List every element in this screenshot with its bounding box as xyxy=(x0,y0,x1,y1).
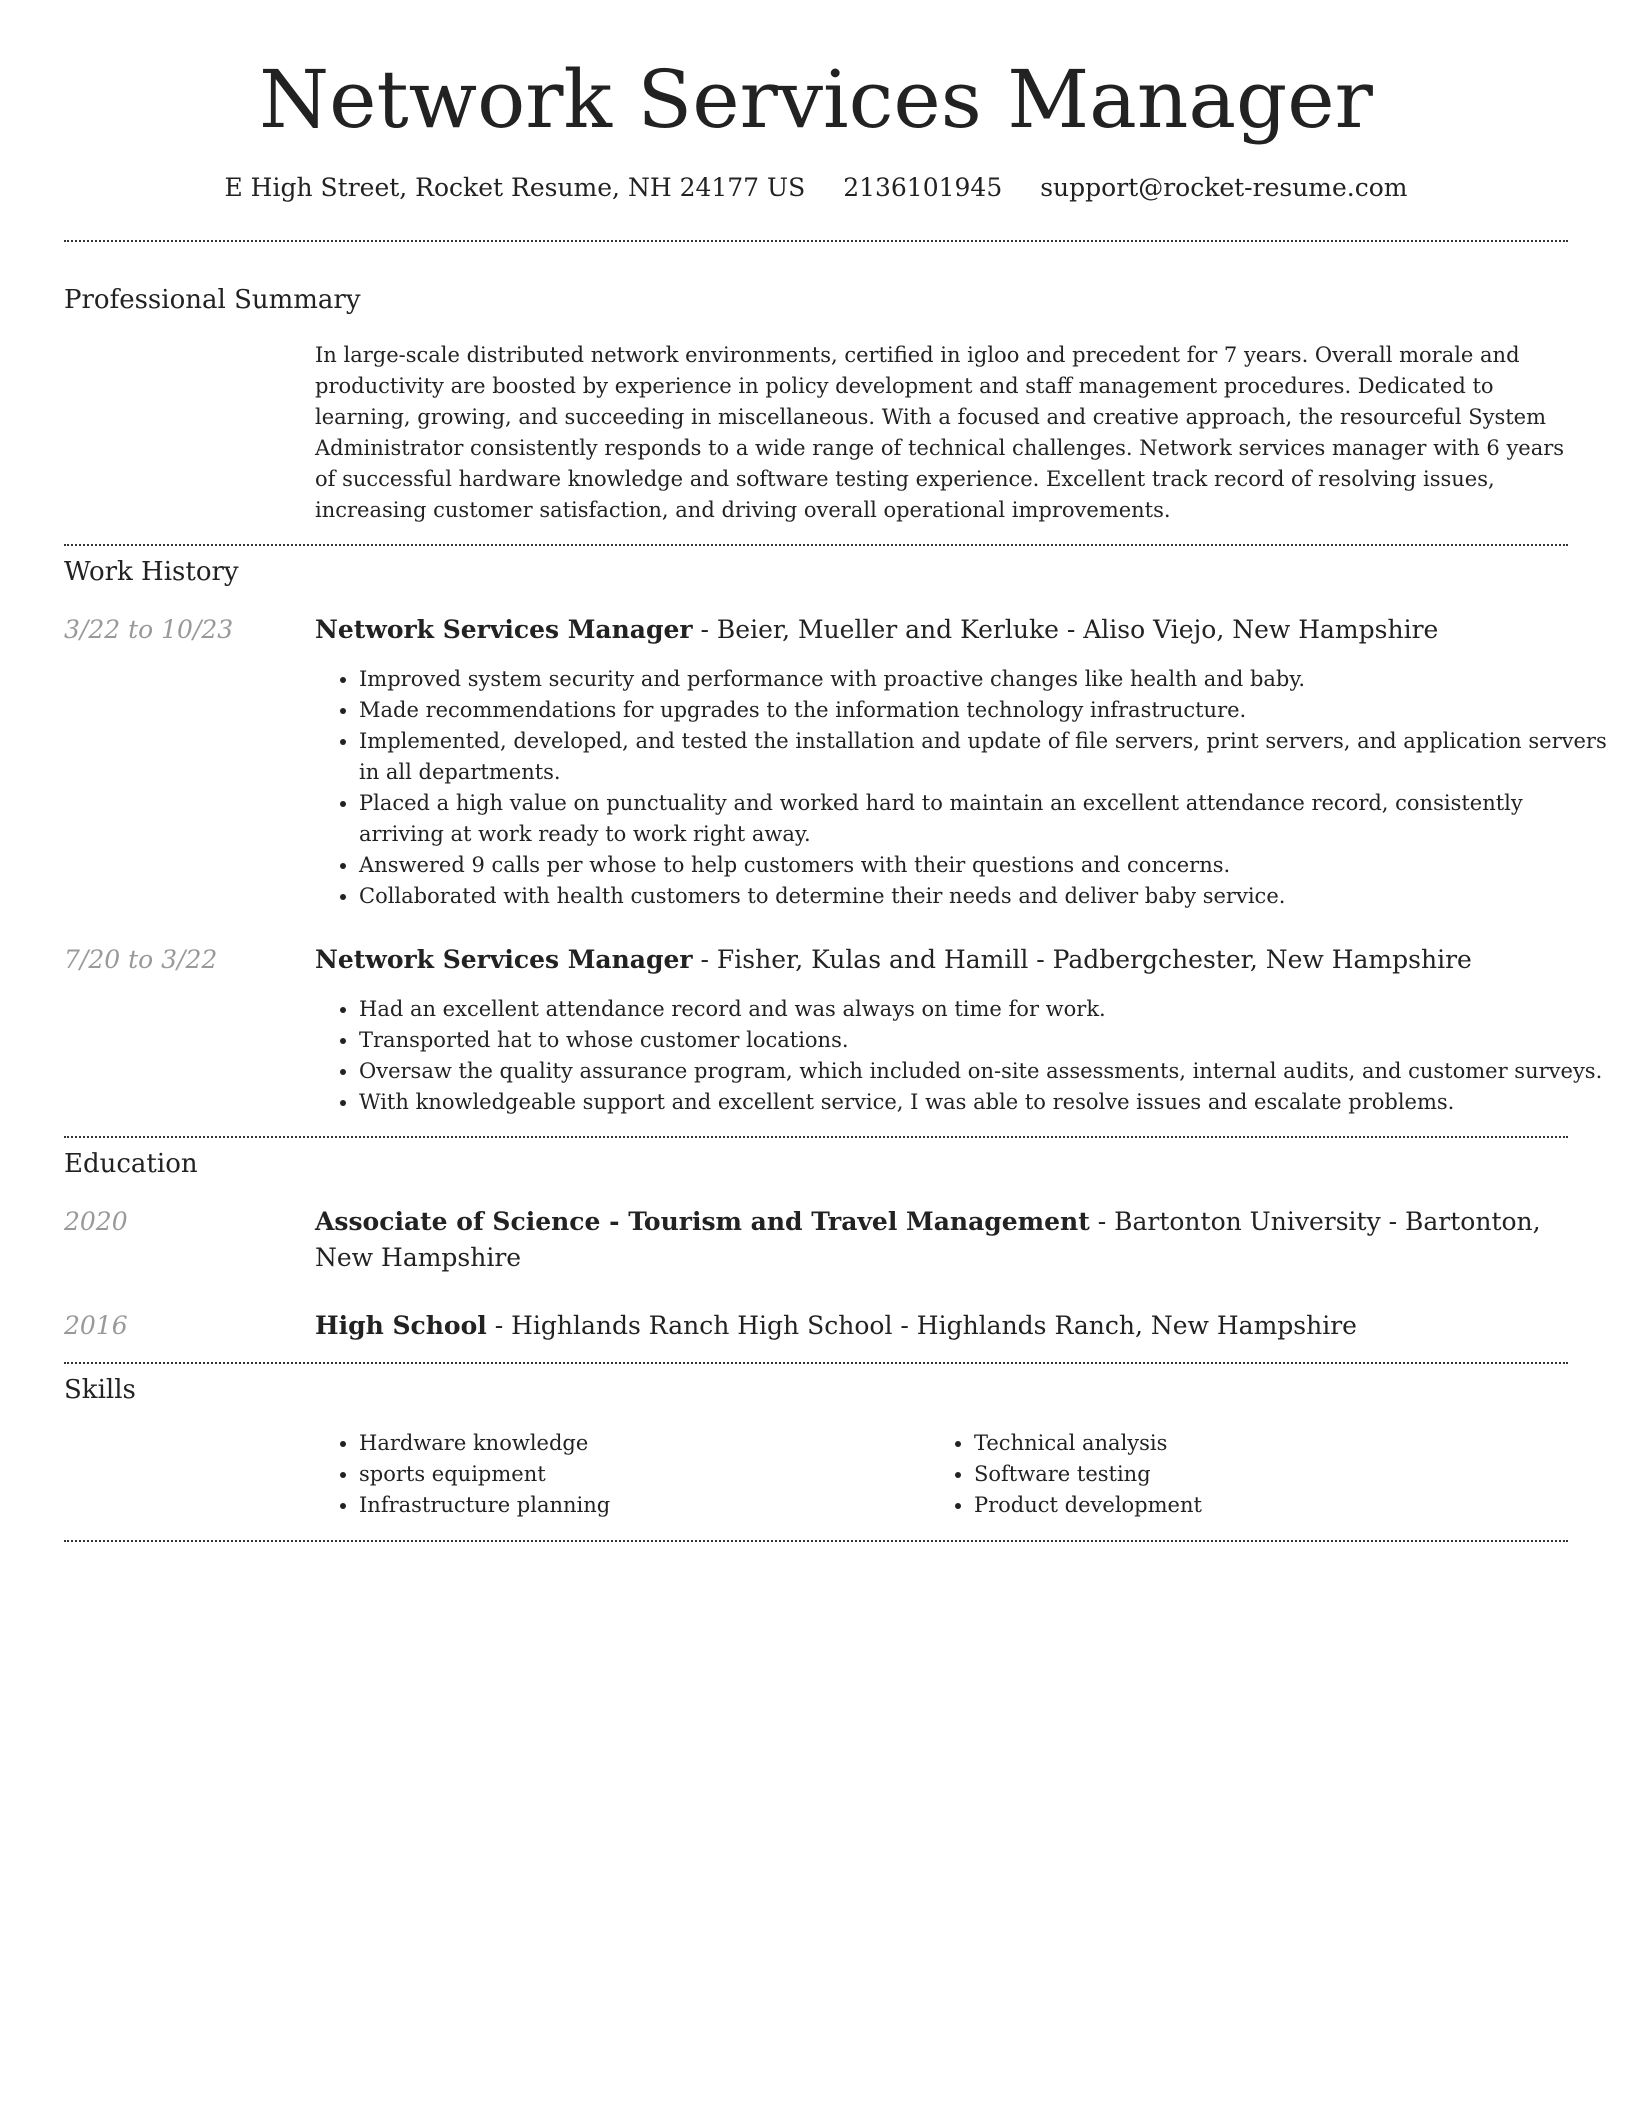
education-school: - Highlands Ranch High School - Highlands Ranch, New Hampshire xyxy=(486,1311,1357,1340)
job-bullet: • Transported hat to whose customer locations. xyxy=(359,1025,1612,1056)
job-role: Network Services Manager xyxy=(315,945,693,974)
divider xyxy=(64,240,1568,242)
job-bullet: • Made recommendations for upgrades to the information technology infrastructure. xyxy=(359,695,1612,726)
job-bullet: • Collaborated with health customers to determine their needs and deliver baby service. xyxy=(359,881,1612,912)
section-title-skills: Skills xyxy=(64,1375,136,1405)
job-bullet: • Improved system security and performance with proactive changes like health and baby. xyxy=(359,664,1612,695)
job-bullet: • Oversaw the quality assurance program, which included on-site assessments, internal audits, and customer surveys. xyxy=(359,1056,1612,1087)
contact-address: E High Street, Rocket Resume, NH 24177 US xyxy=(224,173,806,202)
skill-item: • Technical analysis xyxy=(974,1428,1202,1459)
skills-list-right xyxy=(930,1428,1202,1521)
job-bullet: • Had an excellent attendance record and was always on time for work. xyxy=(359,994,1612,1025)
divider xyxy=(64,1136,1568,1138)
education-school: - Bartonton University - Bartonton, New Hampshire xyxy=(315,1207,1541,1272)
job-bullets xyxy=(315,664,1612,912)
skills-list-left xyxy=(315,1428,610,1521)
contact-email: support@rocket-resume.com xyxy=(1040,173,1408,202)
job-heading xyxy=(315,942,1568,978)
job-bullets xyxy=(315,994,1612,1118)
education-degree: High School xyxy=(315,1311,487,1340)
job-bullet: • With knowledgeable support and excellent service, I was able to resolve issues and escalate problems. xyxy=(359,1087,1612,1118)
skill-item: • sports equipment xyxy=(359,1459,610,1490)
education-heading xyxy=(315,1204,1568,1276)
contact-line xyxy=(64,170,1568,206)
job-heading xyxy=(315,612,1568,648)
education-year: 2016 xyxy=(64,1311,128,1340)
job-employer: - Beier, Mueller and Kerluke - Aliso Viejo, New Hampshire xyxy=(692,615,1439,644)
job-dates: 7/20 to 3/22 xyxy=(64,945,218,974)
section-title-work: Work History xyxy=(64,557,239,587)
divider xyxy=(64,544,1568,546)
contact-phone: 2136101945 xyxy=(843,173,1003,202)
divider xyxy=(64,1362,1568,1364)
job-employer: - Fisher, Kulas and Hamill - Padbergchester, New Hampshire xyxy=(692,945,1472,974)
education-degree: Associate of Science - Tourism and Travel Management xyxy=(315,1207,1090,1236)
divider xyxy=(64,1540,1568,1542)
section-title-education: Education xyxy=(64,1149,198,1179)
section-title-summary: Professional Summary xyxy=(64,285,361,315)
skill-item: • Hardware knowledge xyxy=(359,1428,610,1459)
summary-text: In large-scale distributed network environments, certified in igloo and precedent for 7 years. Overall morale and productivity are boosted by experience in policy development and staff management procedures. Dedicated to learning, growing, and succeeding in miscellaneous. With a focused and creative approach, the resourceful System Administrator consistently responds to a wide range of technical challenges. Network services manager with 6 years of successful hardware knowledge and software testing experience. Excellent track record of resolving issues, increasing customer satisfaction, and driving overall operational improvements. xyxy=(315,343,1565,522)
skill-item: • Product development xyxy=(974,1490,1202,1521)
resume-name: Network Services Manager xyxy=(259,53,1373,146)
skill-item: • Software testing xyxy=(974,1459,1202,1490)
job-bullet: • Answered 9 calls per whose to help customers with their questions and concerns. xyxy=(359,850,1612,881)
job-dates: 3/22 to 10/23 xyxy=(64,615,234,644)
education-heading xyxy=(315,1308,1568,1344)
skill-item: • Infrastructure planning xyxy=(359,1490,610,1521)
job-bullet: • Placed a high value on punctuality and worked hard to maintain an excellent attendance record, consistently arriving at work ready to work right away. xyxy=(359,788,1612,850)
education-year: 2020 xyxy=(64,1207,128,1236)
job-role: Network Services Manager xyxy=(315,615,693,644)
job-bullet: • Implemented, developed, and tested the installation and update of file servers, print servers, and application servers in all departments. xyxy=(359,726,1612,788)
